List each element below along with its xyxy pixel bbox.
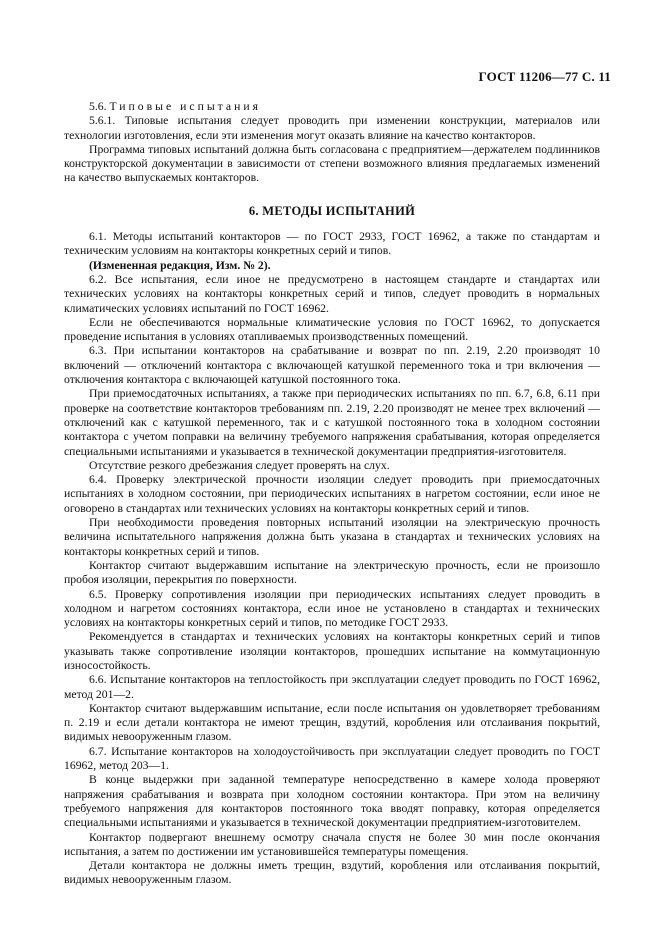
section-title: 6. МЕТОДЫ ИСПЫТАНИЙ xyxy=(248,203,416,218)
clause-6-6-result: Контактор считают выдержавшим испытание, если после испытания он удовлетворяет требованиям п. 2.19 и если детали контактора не имеют трещин, вздутий, коробления или отслаивания покрытий, видимых невооруженным глазом. xyxy=(64,701,600,744)
clause-6-4: 6.4. Проверку электрической прочности изоляции следует проводить при приемосдаточных испытаниях в холодном состоянии, при периодических испытаниях в нагретом состоянии, если иное не оговорено в стандартах или технических условиях на контакторы конкретных серий и типов. xyxy=(64,473,600,515)
clause-6-1: 6.1. Методы испытаний контакторов — по ГОСТ 2933, ГОСТ 16962, а также по стандартам и техническим условиям на контакторы конкретных серий и типов. xyxy=(64,230,600,258)
clause-5-6-1: 5.6.1. Типовые испытания следует проводить при изменении конструкции, материалов или технологии изготовления, если эти изменения могут оказать влияние на качество контакторов. xyxy=(64,114,600,142)
document-body xyxy=(64,100,600,888)
amendment-note: (Измененная редакция, Изм. № 2). xyxy=(89,258,271,272)
clause-6-5: 6.5. Проверку сопротивления изоляции при периодических испытаниях следует проводить в холодном и нагретом состояниях контактора, если иное не установлено в стандартах и технических условиях на контакторы конкретных серий и типов, по методике ГОСТ 2933. xyxy=(64,587,600,630)
clause-5-6-1-program: Программа типовых испытаний должна быть согласована с предприятием—держателем подлинников конструкторской документации в зависимости от степени возможного влияния предлагаемых изменений на качество выпускаемых контакторов. xyxy=(64,142,600,185)
clause-6-5-recommendation: Рекомендуется в стандартах и технических условиях на контакторы конкретных серий и типов указывать также сопротивление изоляции контакторов, прошедших испытание на коммутационную износостойкость. xyxy=(64,630,600,672)
clause-6-7-procedure: В конце выдержки при заданной температуре непосредственно в камере холода проверяют напряжения срабатывания и возврата при холодном состоянии контактора. При этом на величину требуемого напряжения для контакторов постоянного тока вводят поправку, которая определяется специальными испытаниями и указывается в технической документации предприятием-изготовителем. xyxy=(64,773,600,830)
clause-heading-text: Типовые испытания xyxy=(109,100,262,113)
clause-6-7-inspection: Контактор подвергают внешнему осмотру сначала спустя не более 30 мин после окончания испытания, а затем по достижении им установившейся температуры помещения. xyxy=(64,830,600,858)
clause-6-3-acceptance: При приемосдаточных испытаниях, а также при периодических испытаниях по пп. 6.7, 6.8, 6.11 при проверке на соответствие контакторов требованиям пп. 2.19, 2.20 производят не менее трех включений — отключений как с катушкой переменного, так и с катушкой постоянного тока в холодном состоянии контактора с учетом поправки на величину требуемого напряжения срабатывания, которая определяется специальными испытаниями и указывается в технической документации предприятия-изготовителя. xyxy=(64,387,600,458)
clause-6-6: 6.6. Испытание контакторов на теплостойкость при эксплуатации следует проводить по ГОСТ 16962, метод 201—2. xyxy=(64,673,600,701)
clause-6-4-repeat: При необходимости проведения повторных испытаний изоляции на электрическую прочность величина испытательного напряжения должна быть указана в стандартах и технических условиях на контакторы конкретных серий и типов. xyxy=(64,516,600,558)
page-header: ГОСТ 11206—77 С. 11 xyxy=(478,69,611,84)
clause-6-4-result: Контактор считают выдержавшим испытание на электрическую прочность, если не произошло пробоя изоляции, перекрытия по поверхности. xyxy=(64,558,600,587)
clause-6-3: 6.3. При испытании контакторов на срабатывание и возврат по пп. 2.19, 2.20 производят 10 включений — отключений контактора с включающей катушкой переменного тока и три включения — отключения контактора с включающей катушкой постоянного тока. xyxy=(64,344,600,387)
clause-6-7: 6.7. Испытание контакторов на холодоустойчивость при эксплуатации следует проводить по ГОСТ 16962, метод 203—1. xyxy=(64,744,600,773)
clause-number: 5.6. xyxy=(89,100,107,113)
clause-5-6-heading xyxy=(64,100,600,114)
clause-6-2: 6.2. Все испытания, если иное не предусмотрено в настоящем стандарте и стандартах или технических условиях на контакторы конкретных серий и типов, следует проводить в нормальных климатических условиях испытаний по ГОСТ 16962. xyxy=(64,272,600,315)
clause-6-3-rattle: Отсутствие резкого дребезжания следует проверять на слух. xyxy=(89,458,390,472)
clause-6-7-result: Детали контактора не должны иметь трещин, вздутий, коробления или отслаивания покрытий, видимых невооруженным глазом. xyxy=(64,859,600,887)
clause-6-2-conditions: Если не обеспечиваются нормальные климатические условия по ГОСТ 16962, то допускается проведение испытания в условиях отапливаемых производственных помещений. xyxy=(64,315,600,344)
